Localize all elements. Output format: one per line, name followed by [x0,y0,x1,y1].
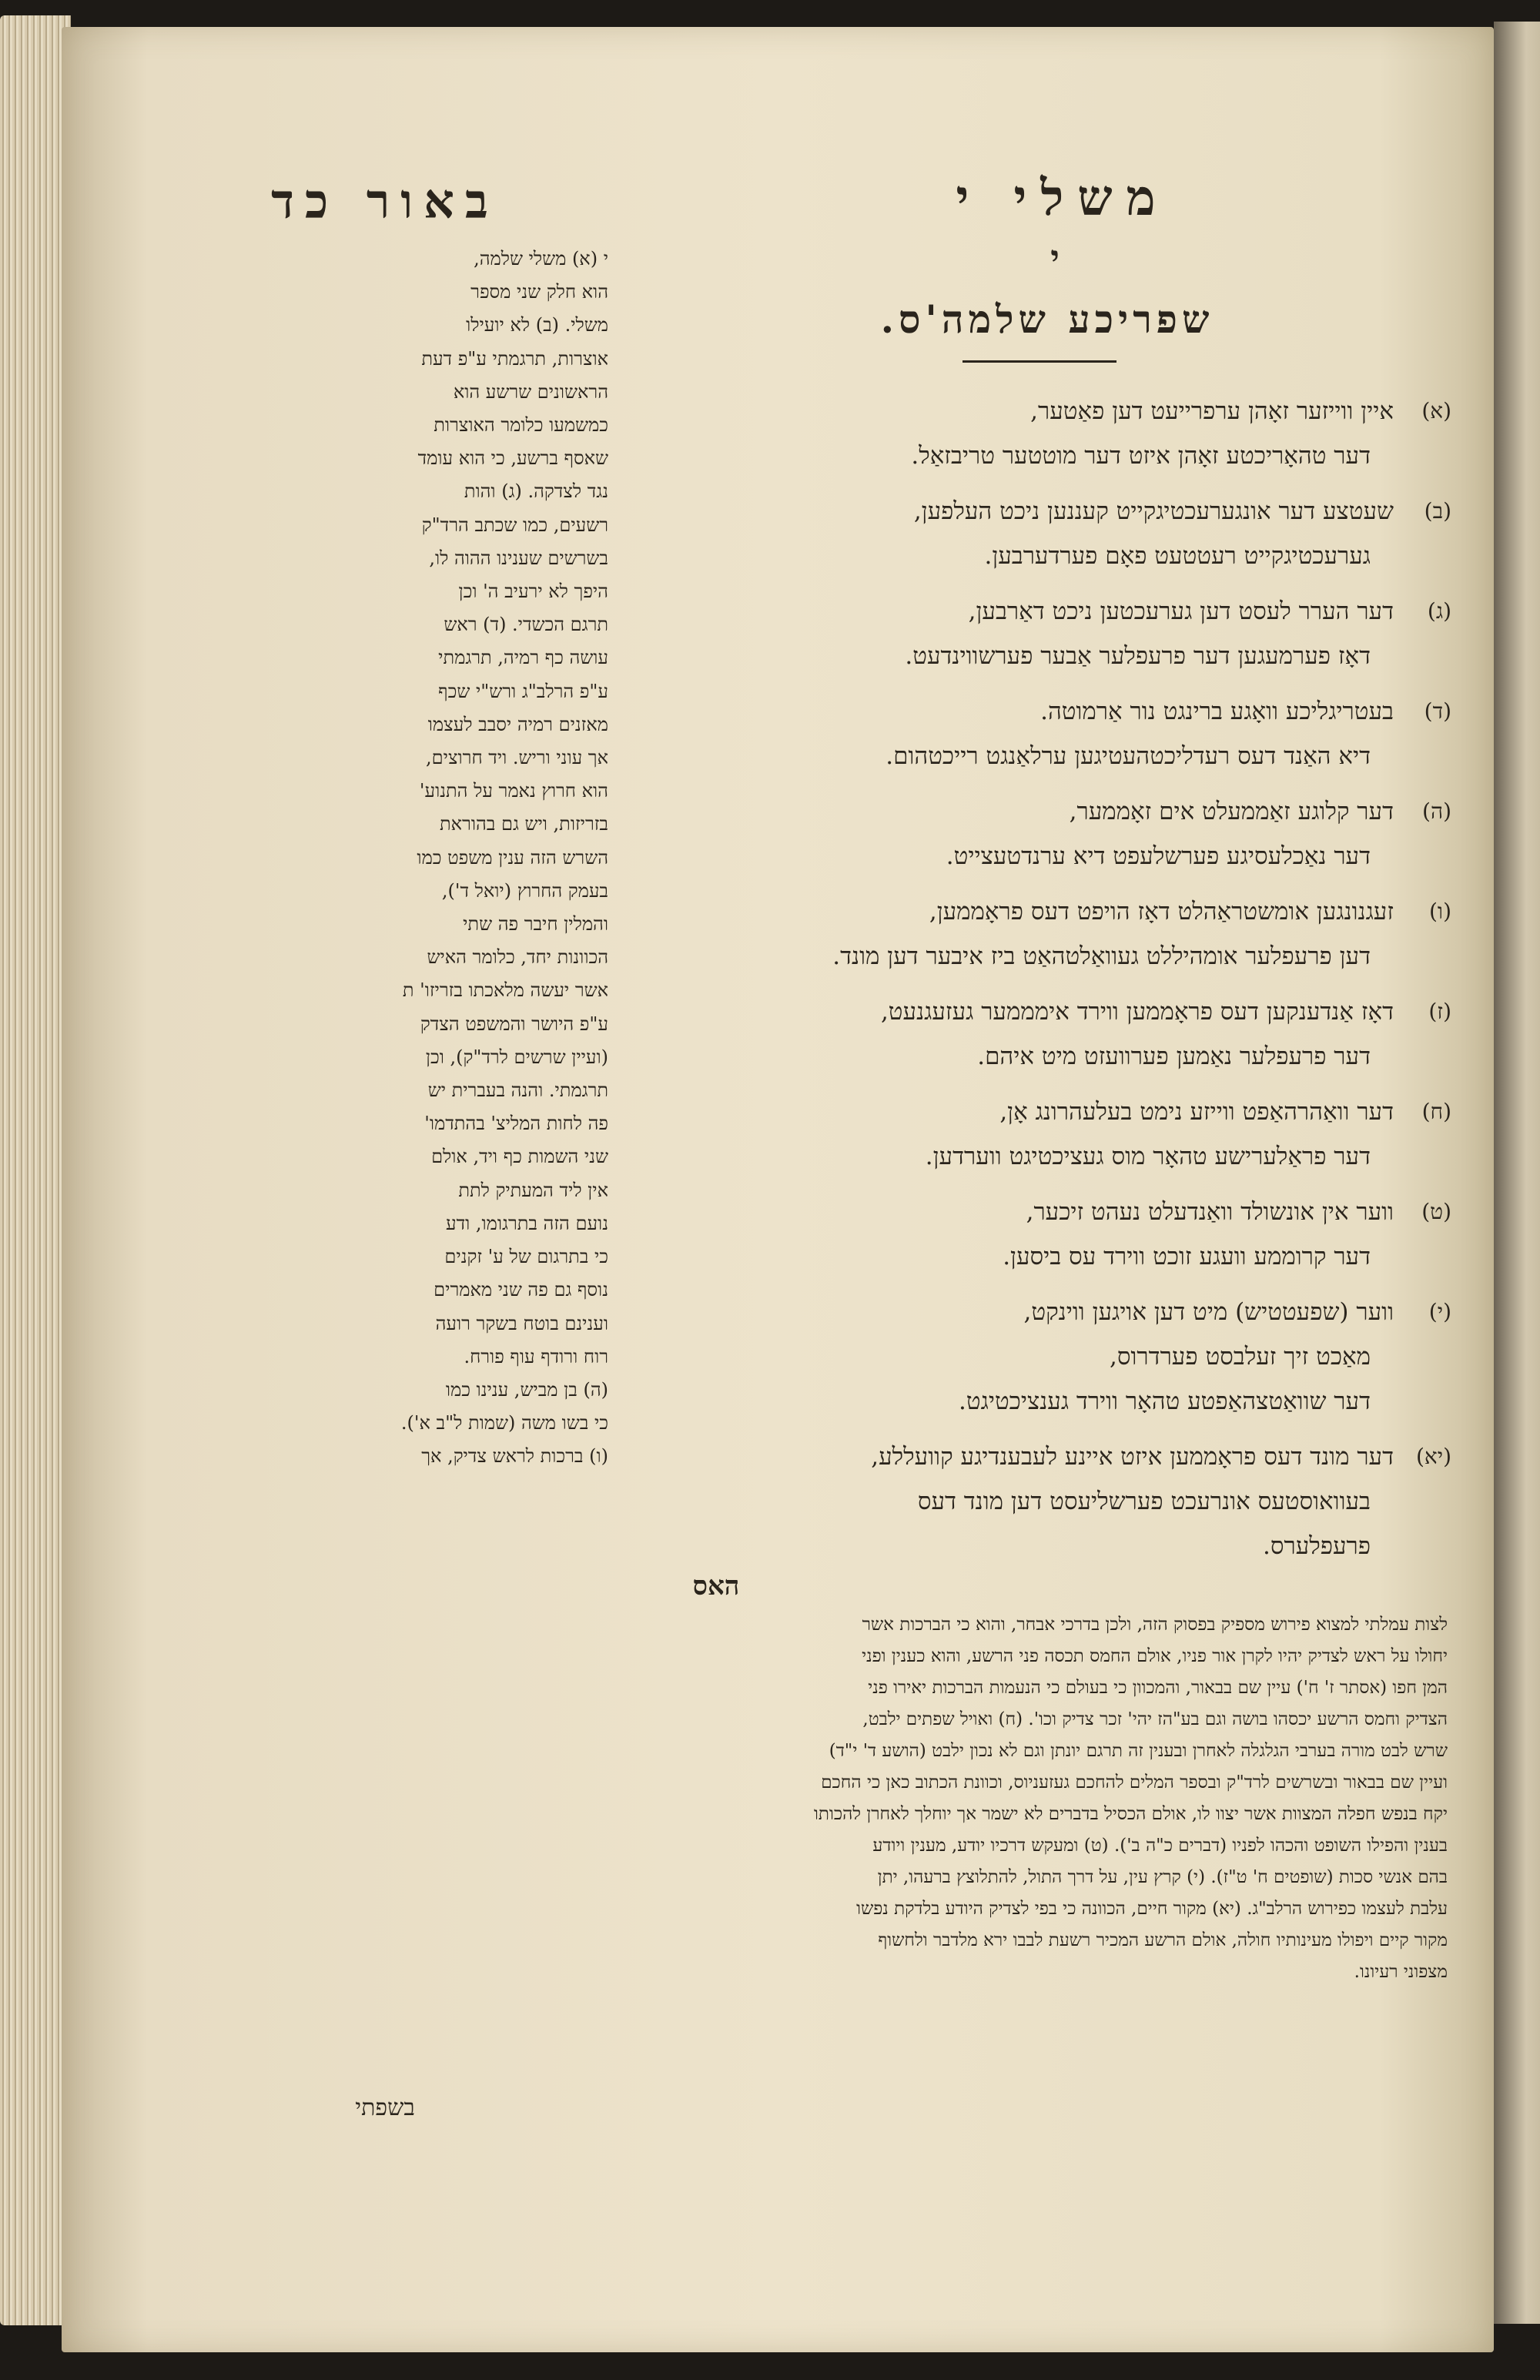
commentary-line: אשר יעשה מלאכתו בזריזו' ת [402,979,608,1002]
verse-line: דער שוואַטצהאַפטע טהאָר ווירד גענציכטיגט. [959,1387,1371,1415]
commentary-line: (ועיין שרשים לרד"ק), וכן [425,1046,608,1068]
verse-line: דער פרעפלער נאַמען פערוועזט מיט איהם. [977,1043,1371,1070]
commentary-line: אך עוני וריש. ויד חרוצים, [426,747,608,769]
verse-number: (ט) [1421,1199,1451,1224]
bottom-commentary-line: שרש לבט מורה בערבי הגלגלה לאחרן ובענין זה תרגם יונתן וגם לא נכון ילבט (הושע ד' י"ד) [829,1741,1448,1761]
page-catchword: בשפתי [355,2094,415,2121]
verse [647,989,1451,1079]
commentary-line: רוח ורודף עוף פורח. [464,1345,608,1367]
verse-line: ווער (שפעטטיש) מיט דען אויגען ווינקט, [1023,1298,1394,1326]
verse-number: (ב) [1424,498,1451,524]
verse-line: פרעפלערס. [1262,1532,1371,1560]
verse-number: (ד) [1424,698,1451,724]
verse-number: (ה) [1422,798,1451,824]
commentary-line: אין ליד המעתיק לתת [458,1179,608,1201]
verse-line: דער פראַלערישע טהאָר מוס געציכטיגט ווערדען. [925,1143,1371,1170]
bottom-commentary-line: יקח בנפש חפלה המצוות אשר יצוו לו, אולם הכסיל בדברים לא ישמר אך יוחלך לאחרן להכותו [814,1804,1448,1824]
verse-line: בעטריגליכע וואָגע ברינגט נור אַרמוטה. [1040,698,1394,725]
verse [647,389,1451,478]
commentary-line: הוא חלק שני מספר [470,281,608,303]
verse-number: (א) [1421,398,1451,423]
verse-line: דען פרעפלער אומהיללט געוואַלטהאַט ביז איבער דען מונד. [832,942,1371,970]
commentary-line: והמלין חיבר פה שתי [463,913,608,936]
bottom-commentary-line: ועיין שם בבאור ובשרשים לרד"ק ובספר המלים להחכם געזעניוס, וכוונת הכתוב כאן כי החכם [821,1772,1448,1793]
commentary-line: היפך לא ירעיב ה' וכן [458,581,608,603]
verse-line: מאַכט זיך זעלבסט פערדרוס, [1110,1343,1371,1371]
commentary-line: עושה כף רמיה, תרגמתי [438,647,608,669]
bottom-commentary-line: בענין והפילו השופט והכהו לפניו (דברים כ"ה ב'). (ט) ומעקש דרכיו יודע, מענין ויודע [872,1836,1448,1856]
commentary-line: נגד לצדקה. (ג) והות [464,480,608,503]
commentary-line: שני השמות כף ויד, אולם [431,1146,608,1168]
commentary-line: נועם הזה בתרגומו, ודע [445,1212,608,1234]
verse-line: איין ווייזער זאָהן ערפרייעט דען פאַטער, [1030,397,1394,425]
commentary-line: תרגם הכשדי. (ד) ראש [444,614,608,636]
bottom-commentary-line: יחולו על ראש לצדיק יהיו לקרן אור פניו, אולם החמס תכסה פני הרשע, והוא כענין ופני [862,1646,1448,1666]
verse-line: דער וואַהרהאַפט ווייזע נימט בעלעהרונג אָן, [999,1098,1394,1126]
commentary-line: תרגמתי. והנה בעברית יש [427,1080,608,1102]
commentary-line: הוא חרוץ נאמר על התנוע' [419,780,608,802]
bottom-commentary [585,1609,1448,1988]
commentary-line: נוסף גם פה שני מאמרים [434,1279,608,1301]
bottom-commentary-line: לצות עמלתי למצוא פירוש מספיק בפסוק הזה, ולכן בדרכי אבחר, והוא כי הברכות אשר [862,1615,1448,1635]
bottom-commentary-line: המן חפו (אסתר ז' ח') עיין שם בבאור, והמכוון כי בעולם כי הנעמות הברכות יאירו פני [868,1678,1448,1698]
verse-line: ווער אין אונשולד וואַנדעלט נעהט זיכער, [1026,1198,1394,1226]
bottom-commentary-line: מצפוני רעיונו. [1354,1962,1448,1982]
commentary-line: הראשונים שרשע הוא [453,380,608,403]
commentary-line: רשעים, כמו שכתב הרד"ק [421,514,608,536]
commentary-line: שאסף ברשע, כי הוא עומד [417,447,608,470]
verse [647,789,1451,879]
commentary-line: השרש הזה ענין משפט כמו [417,846,608,869]
verse-line: דאָז פערמעגען דער פרעפלער אַבער פערשווינדעט. [905,642,1371,670]
bottom-commentary-line: מקור קיים ויפולו מעינותיו חולה, אולם הרשע המכיר רשעת לבבו ירא מלדבר ולחשוף [878,1930,1448,1950]
catchword-column: האס [692,1571,740,1602]
commentary-line: הכוונות יחד, כלומר האיש [427,946,608,969]
commentary-line: בשרשים שענינו ההוה לו, [429,547,608,569]
verse [647,1290,1451,1424]
verse [647,889,1451,979]
verse-line: דער הערר לעסט דען גערעכטען ניכט דאַרבען, [968,598,1394,625]
commentary-line: כי בשו משה (שמות ל"ב א'). [400,1412,608,1434]
verse-line: שעטצע דער אונגערעכטיגקייט קעננען ניכט העלפען, [913,497,1394,525]
facing-page-edge [1494,22,1540,2324]
bottom-commentary-line: עלבת לעצמו כפירוש הרלב"ג. (יא) מקור חיים, הכוונה כי בפי לצדיק היודע בלדקת נפשו [856,1899,1448,1919]
commentary-line: (ו) ברכות לראש צדיק, אך [421,1445,608,1468]
verse-line: דאָז אַנדענקען דעס פראָממען ווירד אימממער געזעגנעט, [880,998,1394,1026]
commentary-line: וענינם בוטח בשקר רועה [435,1312,608,1334]
commentary-line: פה לחות המליצ' בהתדמו' [424,1113,608,1135]
verse-number: (ח) [1421,1099,1451,1124]
verse-line: דער נאַכלעסיגע פערשלעפט דיא ערנדטעצייט. [946,842,1371,870]
verse-line: דער קרוממע וועגע זוכט ווירד עס ביסען. [1003,1243,1371,1270]
verse-line: בעוואוסטעס אונרעכט פערשליעסט דען מונד דעס [917,1488,1371,1515]
verse-line: דער מונד דעס פראָממען איזט איינע לעבענדיגע קוועללע, [871,1443,1394,1471]
commentary-column [277,243,608,1474]
verse-line: דער קלוגע זאַממעלט אים זאָממער, [1069,798,1394,825]
commentary-line: ע"פ הרלב"ג ורש"י שכף [438,680,608,702]
verse-line: דיא האַנד דעס רעדליכטהעטיגען ערלאַנגט רייכטהום. [886,742,1371,770]
book-header: משלי י [956,169,1170,227]
commentary-header: באור כד [271,173,499,229]
commentary-line: מאזנים רמיה יסבב לעצמו [427,713,608,735]
commentary-line: בזריזות, ויש גם בהוראת [440,813,608,835]
verse-number: (ג) [1427,598,1451,624]
verse-line: זעגנונגען אומשטראַהלט דאָז הויפט דעס פראָממען, [929,898,1394,926]
verse [647,1434,1451,1568]
bottom-commentary-line: בהם אנשי סכות (שופטים ח' ט"ז). (י) קרץ עין, על דרך התול, להתלוצץ ברעהו, יתן [877,1867,1448,1887]
commentary-line: ע"פ היושר והמשפט הצדק [420,1013,608,1035]
commentary-line: כמשמעו כלומר האוצרות [434,414,608,437]
verse-number: (ו) [1428,899,1451,924]
verse-number: (י) [1428,1299,1451,1324]
verse-number: (יא) [1416,1444,1451,1469]
verse [647,1090,1451,1179]
commentary-line: כי בתרגום של ע' זקנים [444,1246,608,1268]
chapter-number: י [1050,239,1060,278]
translation-column [647,389,1451,1568]
verse [647,689,1451,778]
verse [647,489,1451,578]
commentary-line: (ה) בן מביש, ענינו כמו [445,1378,608,1401]
title-rule [962,360,1116,363]
book-page-edges [0,15,71,2325]
commentary-line: בעמק החרוץ (יואל ד'), [441,879,608,902]
verse [647,589,1451,678]
verse-number: (ז) [1428,999,1451,1024]
bottom-commentary-line: הצדיק וחמס הרשע יכסהו בושה וגם בע"הז יהי' זכר צדיק וכו'. (ח) ואויל שפתים ילבט, [862,1709,1448,1729]
commentary-line: אוצרות, תרגמתי ע"פ דעת [421,347,608,370]
verse [647,1190,1451,1279]
verse-line: גערעכטיגקייט רעטטעט פאָם פערדערבען. [984,542,1371,570]
commentary-line: י (א) משלי שלמה, [474,248,608,269]
section-subtitle: שפריכע שלמה'ס. [880,296,1214,342]
verse-line: דער טהאָריכטע זאָהן איזט דער מוטטער טריבזאַל. [911,442,1371,470]
commentary-line: משלי. (ב) לא יועילו [466,314,608,336]
